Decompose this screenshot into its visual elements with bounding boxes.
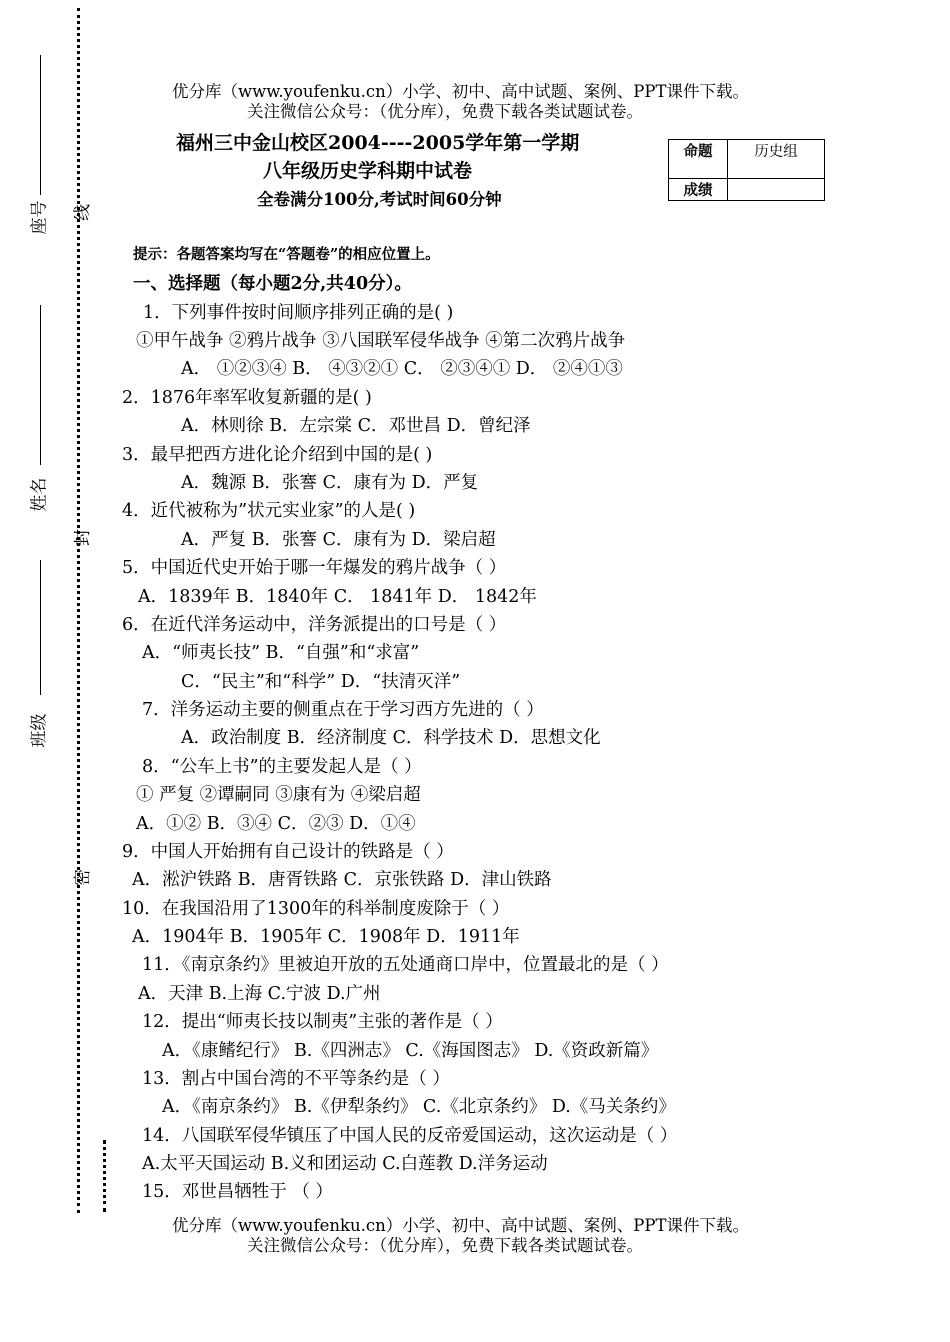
- question-line: 13．割占中国台湾的不平等条约是（ ）: [142, 1069, 450, 1089]
- question-line: A．严复 B．张謇 C．康有为 D．梁启超: [181, 530, 496, 550]
- exam-school-title: 福州三中金山校区2004----2005学年第一学期: [176, 132, 580, 154]
- class-label: 班级: [29, 713, 50, 748]
- question-line: A．魏源 B．张謇 C．康有为 D．严复: [181, 473, 479, 493]
- question-line: A．1839年 B．1840年 C． 1841年 D． 1842年: [138, 587, 537, 607]
- question-line: ①甲午战争 ②鸦片战争 ③八国联军侵华战争 ④第二次鸦片战争: [136, 331, 626, 351]
- seat-underline: [40, 55, 41, 195]
- question-line: A．天津 B.上海 C.宁波 D.广州: [138, 984, 381, 1004]
- question-line: A．林则徐 B．左宗棠 C．邓世昌 D．曾纪泽: [181, 416, 531, 436]
- question-line: ① 严复 ②谭嗣同 ③康有为 ④梁启超: [136, 785, 421, 805]
- question-line: A．《南京条约》 B.《伊犁条约》 C.《北京条约》 D.《马关条约》: [162, 1097, 676, 1117]
- question-line: A．淞沪铁路 B．唐胥铁路 C．京张铁路 D．津山铁路: [132, 870, 552, 890]
- info-value-author: 历史组: [728, 140, 825, 179]
- question-line: A． ①②③④ B． ④③②① C． ②③④① D． ②④①③: [181, 359, 623, 379]
- seat-label: 座号: [29, 200, 50, 235]
- question-line: A．①② B．③④ C．②③ D．①④: [136, 814, 416, 834]
- exam-hint: 提示：各题答案均写在“答题卷”的相应位置上。: [133, 246, 440, 263]
- exam-title: 八年级历史学科期中试卷: [263, 160, 473, 182]
- question-line: 10．在我国沿用了1300年的科举制度废除于（ ）: [122, 899, 510, 919]
- question-line: 3．最早把西方进化论介绍到中国的是( ): [122, 445, 433, 465]
- info-value-score: [728, 179, 825, 201]
- question-line: 12．提出“师夷长技以制夷”主张的著作是（ ）: [142, 1012, 503, 1032]
- question-line: 1．下列事件按时间顺序排列正确的是( ): [143, 303, 454, 323]
- question-line: 14．八国联军侵华镇压了中国人民的反帝爱国运动，这次运动是（ ）: [142, 1126, 678, 1146]
- class-underline: [40, 560, 41, 695]
- question-line: 9．中国人开始拥有自己设计的铁路是（ ）: [122, 842, 454, 862]
- question-line: A．“师夷长技” B．“自强”和“求富”: [142, 643, 420, 663]
- question-line: 15．邓世昌牺牲于 （ ）: [142, 1182, 333, 1202]
- name-underline: [40, 305, 41, 465]
- question-line: 2．1876年率军收复新疆的是( ): [122, 388, 372, 408]
- binding-dotted-line-short: [103, 1140, 106, 1212]
- name-label: 姓名: [29, 477, 50, 512]
- question-line: A．1904年 B．1905年 C．1908年 D．1911年: [132, 927, 520, 947]
- question-line: C．“民主”和“科学” D．“扶清灭洋”: [181, 672, 461, 692]
- question-line: 4．近代被称为”状元实业家”的人是( ): [122, 501, 416, 521]
- question-line: A．政治制度 B．经济制度 C．科学技术 D．思想文化: [181, 728, 601, 748]
- header-line-1: 优分库（www.youfenku.cn）小学、初中、高中试题、案例、PPT课件下载。: [172, 82, 749, 101]
- question-line: 8．“公车上书”的主要发起人是（ ）: [142, 757, 422, 777]
- question-line: A.太平天国运动 B.义和团运动 C.白莲教 D.洋务运动: [142, 1154, 548, 1174]
- info-table: [668, 139, 825, 201]
- section-1-heading: 一、选择题（每小题2分,共40分）。: [133, 274, 412, 294]
- margin-feng-char: 封: [73, 529, 93, 546]
- margin-mi-char: 密: [73, 869, 93, 886]
- footer-line-1: 优分库（www.youfenku.cn）小学、初中、高中试题、案例、PPT课件下载。: [172, 1216, 749, 1235]
- margin-xian-char: 线: [73, 204, 93, 221]
- info-label-author: 命题: [669, 140, 728, 179]
- question-line: 7．洋务运动主要的侧重点在于学习西方先进的（ ）: [142, 700, 544, 720]
- binding-dotted-line: [77, 8, 80, 1213]
- question-line: 11．《南京条约》里被迫开放的五处通商口岸中，位置最北的是（ ）: [142, 955, 669, 975]
- question-line: 6．在近代洋务运动中，洋务派提出的口号是（ ）: [122, 615, 507, 635]
- footer-line-2: 关注微信公众号：（优分库），免费下载各类试题试卷。: [247, 1236, 643, 1255]
- question-line: 5．中国近代史开始于哪一年爆发的鸦片战争（ ）: [122, 558, 507, 578]
- question-line: A．《康鳍纪行》 B.《四洲志》 C.《海国图志》 D.《资政新篇》: [162, 1041, 659, 1061]
- exam-info: 全卷满分100分,考试时间60分钟: [257, 190, 502, 209]
- header-line-2: 关注微信公众号：（优分库），免费下载各类试题试卷。: [247, 102, 643, 121]
- info-label-score: 成绩: [669, 179, 728, 201]
